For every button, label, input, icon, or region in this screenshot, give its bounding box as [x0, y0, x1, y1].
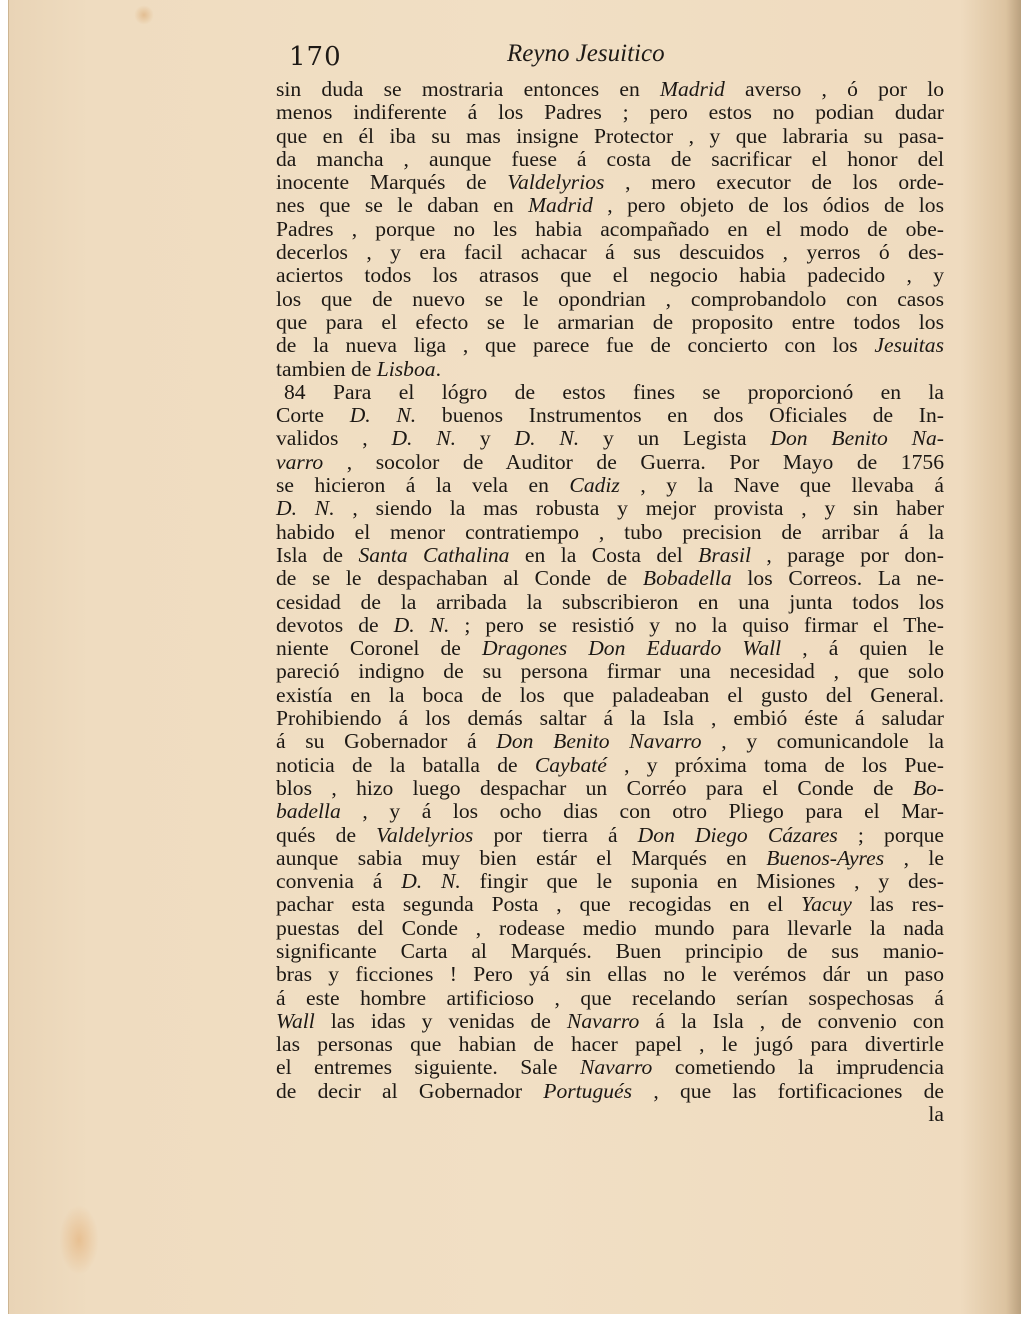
text-line: [276, 264, 944, 287]
italic-text: D. N.: [514, 426, 580, 451]
catchword: la: [928, 1102, 944, 1127]
italic-text: Caybaté: [534, 752, 607, 777]
text-run: , y á los ocho dias con otro Pliego para el Mar-: [340, 799, 944, 824]
text-run: Isla de: [276, 542, 359, 567]
text-line: [276, 474, 944, 497]
text-line: [276, 940, 944, 963]
italic-text: Dragones Don Eduardo Wall: [481, 636, 782, 661]
text-run: validos ,: [276, 426, 392, 451]
text-line: [276, 521, 944, 544]
text-line: [276, 707, 944, 730]
text-run: á su Gobernador á: [276, 729, 497, 754]
italic-text: D. N.: [391, 426, 457, 451]
text-line: [276, 101, 944, 124]
text-line: [276, 824, 944, 847]
text-run: de decir al Gobernador: [276, 1078, 544, 1103]
text-line: [276, 591, 944, 614]
text-line: [276, 1010, 944, 1033]
italic-text: Bo-: [912, 775, 944, 800]
text-run: en la Costa del: [509, 542, 699, 567]
text-run: niente Coronel de: [276, 636, 482, 661]
text-line: [276, 1080, 944, 1103]
text-line: [276, 125, 944, 148]
text-run: decerlos , y era facil achacar á sus descuidos , yerros ó des-: [276, 240, 944, 265]
italic-text: Yacuy: [801, 892, 852, 917]
italic-text: Madrid: [659, 77, 725, 101]
text-run: pareció indigno de su persona firmar una necesidad , que solo: [276, 659, 944, 684]
text-run: , y próxima toma de los Pue-: [606, 752, 944, 777]
italic-text: D. N.: [349, 403, 417, 428]
text-line: [276, 171, 944, 194]
text-run: , mero executor de los orde-: [604, 170, 944, 195]
text-line: [276, 451, 944, 474]
italic-text: Santa Cathalina: [358, 542, 510, 567]
text-line: [276, 870, 944, 893]
text-run: puestas del Conde , rodease medio mundo para llevarle la nada: [276, 915, 944, 940]
text-run: 84 Para el lógro de estos fines se proporcionó en la: [284, 379, 944, 404]
italic-text: D. N.: [276, 496, 335, 521]
text-run: , á quien le: [781, 636, 945, 661]
text-run: sin duda se mostraria entonces en: [276, 77, 660, 101]
text-run: de la nueva liga , que parece fue de concierto con los: [276, 333, 875, 358]
text-run: bras y ficciones ! Pero yá sin ellas no le verémos dár un paso: [276, 962, 944, 987]
text-run: á la Isla , de convenio con: [639, 1008, 944, 1033]
italic-text: Portugués: [543, 1078, 633, 1103]
text-line: [276, 311, 944, 334]
italic-text: Jesuitas: [874, 333, 944, 358]
italic-text: Brasil: [698, 542, 751, 567]
text-run: los que de nuevo se le opondrian , comprobandolo con casos: [276, 286, 944, 311]
text-line: [276, 614, 944, 637]
text-run: menos indiferente á los Padres ; pero estos no podian dudar: [276, 100, 944, 125]
text-run: se hicieron á la vela en: [276, 473, 570, 498]
text-line: [276, 78, 944, 101]
text-run: , siendo la mas robusta y mejor provista , y sin haber: [334, 496, 945, 521]
text-run: , y comunicandole la: [701, 729, 944, 754]
text-run: blos , hizo luego despachar un Corréo para el Conde de: [276, 775, 913, 800]
text-run: por tierra á: [473, 822, 638, 847]
text-run: los Correos. La ne-: [731, 566, 944, 591]
body-text: [276, 78, 944, 1126]
text-run: ; porque: [837, 822, 944, 847]
text-line: [276, 963, 944, 986]
text-run: las idas y venidas de: [314, 1008, 567, 1033]
text-line: [276, 241, 944, 264]
text-run: habido el menor contratiempo , tubo precision de arribar á la: [276, 519, 944, 544]
text-run: , y la Nave que llevaba á: [619, 473, 944, 498]
text-run: y un Legista: [579, 426, 771, 451]
paper-stain: [59, 1205, 99, 1275]
text-run: de se le despachaban al Conde de: [276, 566, 643, 591]
italic-text: Lisboa: [376, 356, 436, 381]
text-line: [276, 1033, 944, 1056]
text-run: que para el efecto se le armarian de proposito entre todos los: [276, 309, 944, 334]
text-run: Corte: [276, 403, 350, 428]
text-run: cesidad de la arribada la subscribieron en una junta todos los: [276, 589, 944, 614]
text-line: [276, 637, 944, 660]
text-run: tambien de: [276, 356, 377, 381]
text-line: [276, 218, 944, 241]
italic-text: Valdelyrios: [507, 170, 605, 195]
italic-text: Valdelyrios: [376, 822, 474, 847]
text-run: qués de: [276, 822, 377, 847]
text-line: [276, 427, 944, 450]
text-run: que en él iba su mas insigne Protector , y que labraria su pasa-: [276, 123, 944, 148]
text-line: [276, 754, 944, 777]
text-line: [276, 800, 944, 823]
text-line: [276, 684, 944, 707]
italic-text: Madrid: [528, 193, 593, 218]
page-number: 170: [289, 42, 342, 72]
text-line: [276, 148, 944, 171]
text-run: á este hombre artificioso , que recelando serían sospechosas á: [276, 985, 944, 1010]
text-run: significante Carta al Marqués. Buen principio de sus manio-: [276, 938, 944, 963]
text-line: [276, 847, 944, 870]
text-run: fingir que le suponia en Misiones , y des-: [460, 869, 945, 894]
text-run: , pero objeto de los ódios de los: [592, 193, 944, 218]
italic-text: Bobadella: [642, 566, 732, 591]
italic-text: Don Benito Na-: [770, 426, 945, 451]
page-header: [287, 42, 959, 82]
text-line: [276, 544, 944, 567]
text-line: [276, 1056, 944, 1079]
italic-text: Buenos-Ayres: [766, 845, 885, 870]
text-run: pachar esta segunda Posta , que recogidas en el: [276, 892, 802, 917]
italic-text: badella: [276, 799, 341, 824]
italic-text: D. N.: [393, 612, 450, 637]
text-run: Padres , porque no les habia acompañado en el modo de obe-: [276, 216, 944, 241]
text-run: inocente Marqués de: [276, 170, 508, 195]
text-run: el entremes siguiente. Sale: [276, 1055, 580, 1080]
text-line: [276, 404, 944, 427]
text-run: las personas que habian de hacer papel , le jugó para divertirle: [276, 1032, 944, 1057]
text-run: , parage por don-: [750, 542, 944, 567]
text-line: [276, 194, 944, 217]
italic-text: Navarro: [566, 1008, 640, 1033]
text-line: [276, 917, 944, 940]
text-run: nes que se le daban en: [276, 193, 529, 218]
text-run: existía en la boca de los que paladeaban el gusto del General.: [276, 682, 944, 707]
italic-text: Don Benito Navarro: [496, 729, 702, 754]
italic-text: Navarro: [579, 1055, 653, 1080]
text-line: [276, 893, 944, 916]
italic-text: varro: [276, 449, 324, 474]
text-run: cometiendo la imprudencia: [652, 1055, 944, 1080]
text-line: [276, 288, 944, 311]
text-line: [276, 660, 944, 683]
italic-text: D. N.: [401, 869, 461, 894]
text-run: noticia de la batalla de: [276, 752, 535, 777]
running-title: Reyno Jesuitico: [507, 40, 665, 67]
text-line: [276, 381, 944, 404]
paper-stain: [134, 5, 154, 25]
text-run: , que las fortificaciones de: [632, 1078, 944, 1103]
text-run: averso , ó por lo: [724, 77, 944, 101]
text-run: ; pero se resistió y no la quiso firmar el The-: [449, 612, 944, 637]
text-line: [276, 358, 944, 381]
text-run: devotos de: [276, 612, 394, 637]
text-run: buenos Instrumentos en dos Oficiales de In-: [416, 403, 944, 428]
text-run: Prohibiendo á los demás saltar á la Isla , embió éste á saludar: [276, 706, 944, 731]
text-line: [276, 567, 944, 590]
text-line: [276, 497, 944, 520]
text-run: convenia á: [276, 869, 402, 894]
text-run: .: [435, 356, 441, 381]
text-run: , socolor de Auditor de Guerra. Por Mayo de 1756: [323, 449, 944, 474]
text-run: aunque sabia muy bien estár el Marqués en: [276, 845, 767, 870]
text-line: [276, 987, 944, 1010]
text-run: da mancha , aunque fuese á costa de sacrificar el honor del: [276, 146, 944, 171]
text-run: las res-: [851, 892, 945, 917]
italic-text: Don Diego Cázares: [637, 822, 838, 847]
italic-text: Wall: [276, 1008, 315, 1033]
text-line: [276, 730, 944, 753]
text-line: [276, 334, 944, 357]
text-run: y: [456, 426, 515, 451]
text-line: [276, 777, 944, 800]
italic-text: Cadiz: [569, 473, 620, 498]
text-run: , le: [884, 845, 945, 870]
text-run: aciertos todos los atrasos que el negocio habia padecido , y: [276, 263, 944, 288]
